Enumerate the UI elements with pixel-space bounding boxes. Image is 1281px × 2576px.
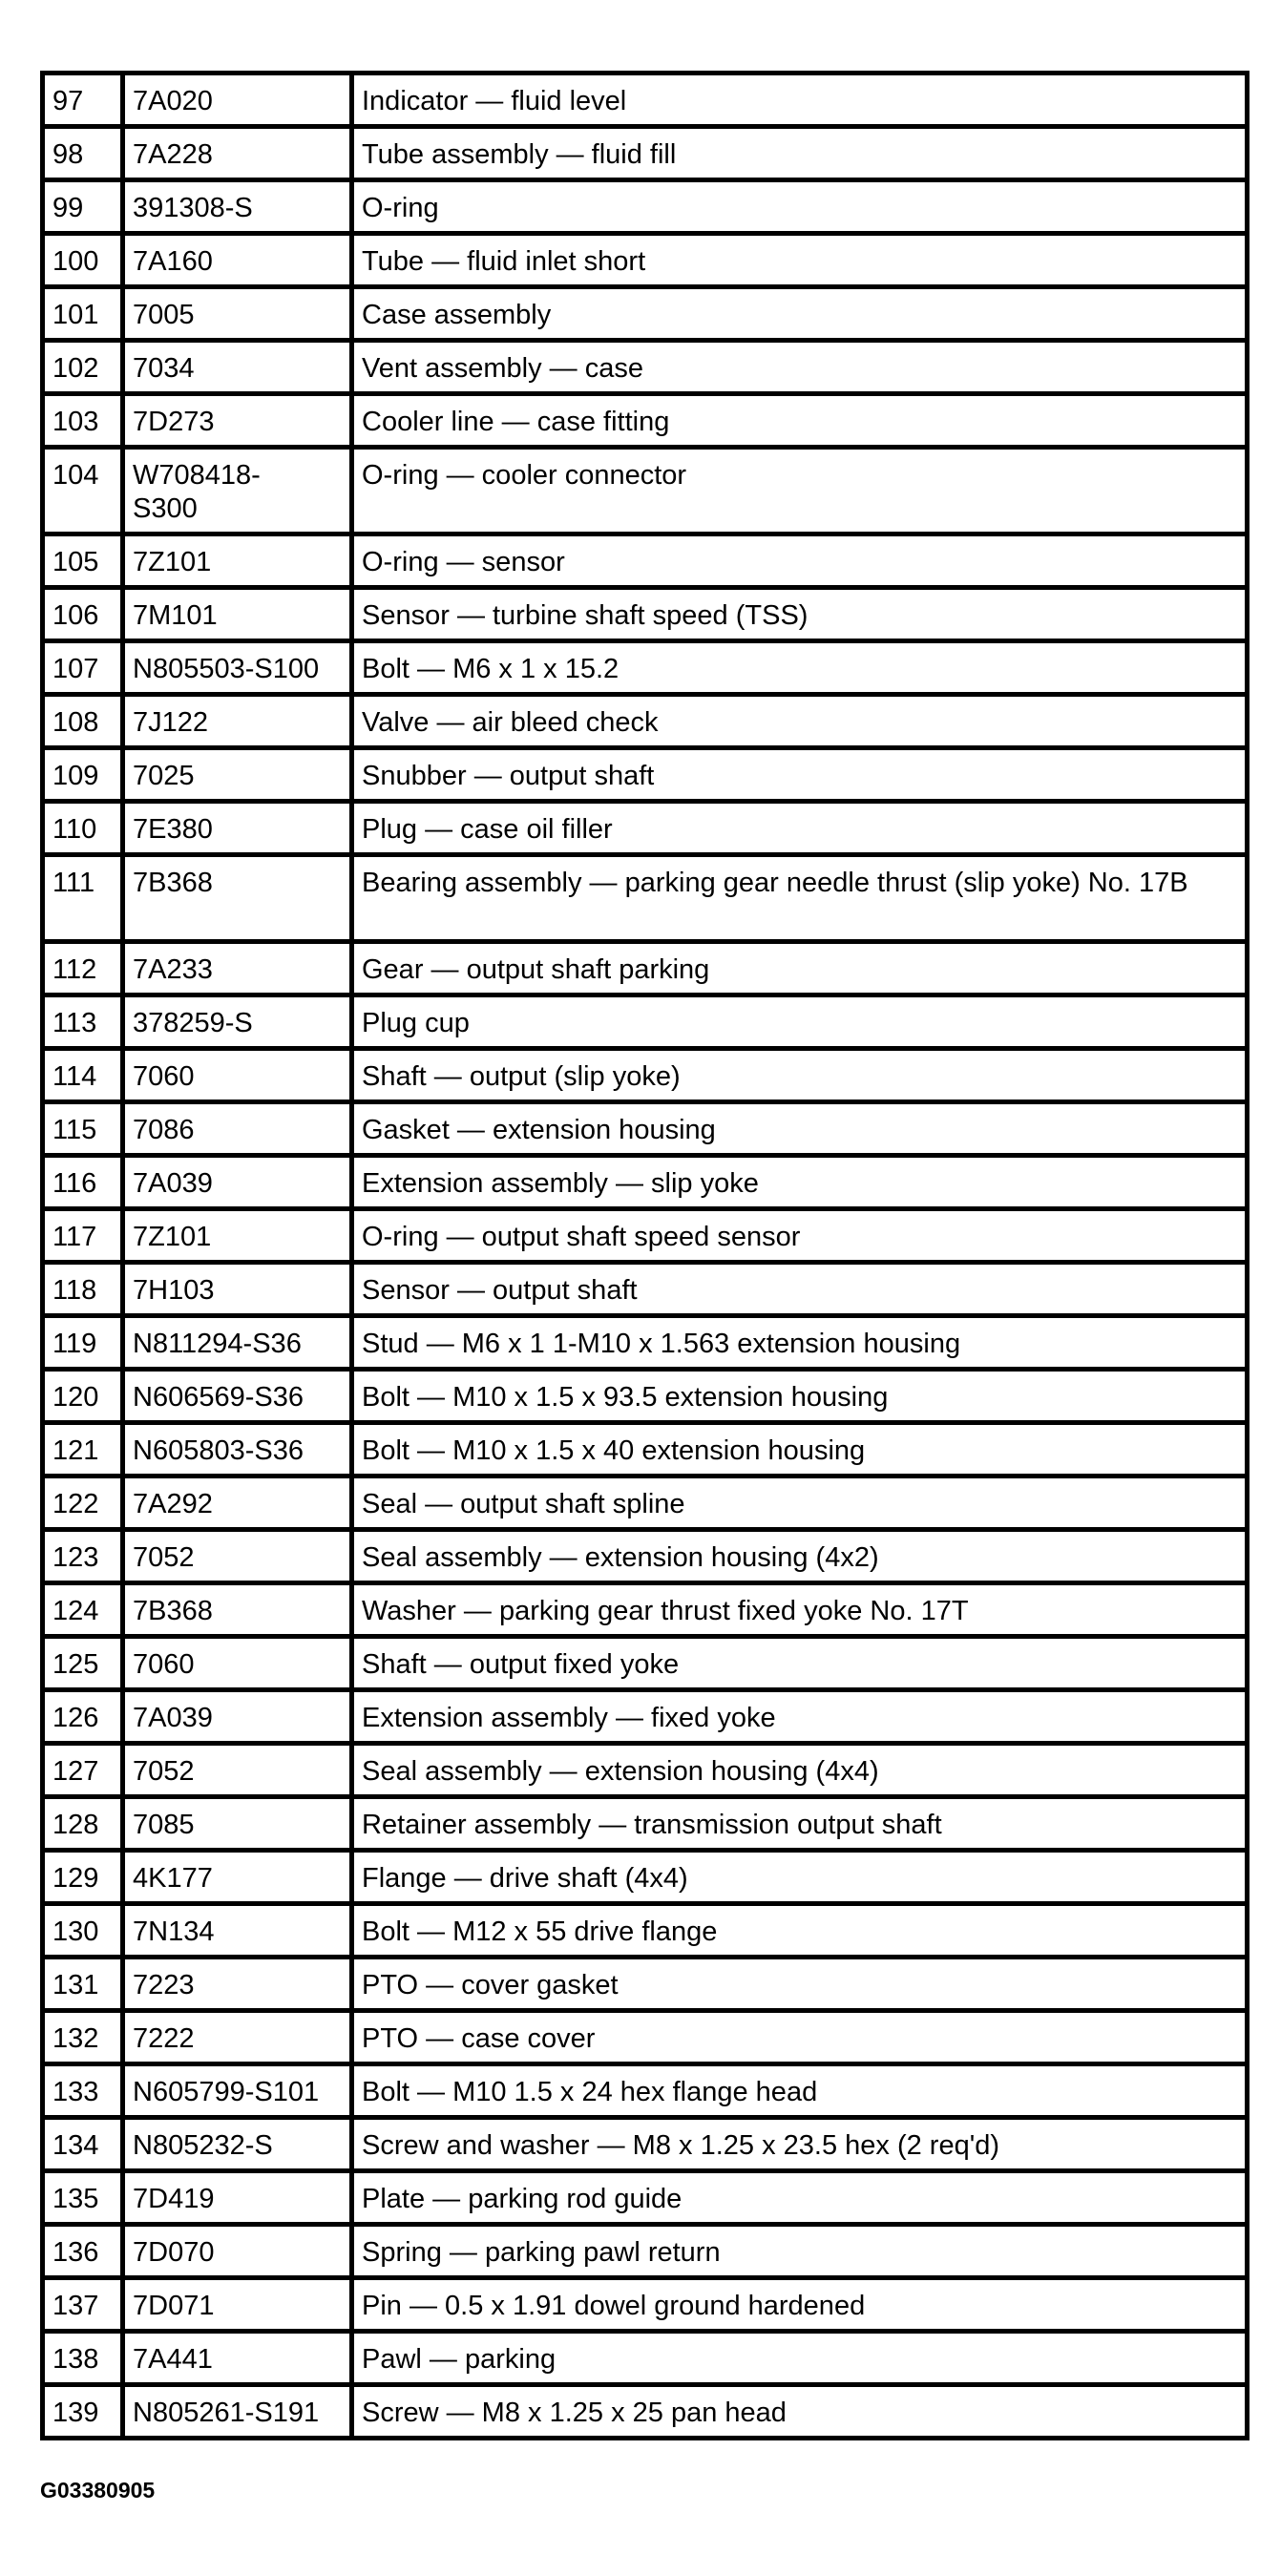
- table-row: [43, 1637, 1248, 1690]
- part-number-cell: 7A441: [123, 2332, 352, 2385]
- part-number-cell: 7A020: [123, 73, 352, 127]
- item-number-cell: 102: [43, 341, 123, 394]
- item-number-cell: 124: [43, 1583, 123, 1637]
- description-cell: Washer — parking gear thrust fixed yoke No. 17T: [352, 1583, 1248, 1637]
- description-cell: Tube — fluid inlet short: [352, 234, 1248, 287]
- figure-code: G03380905: [40, 2478, 156, 2503]
- description-cell: Seal — output shaft spline: [352, 1476, 1248, 1530]
- item-number-cell: 111: [43, 855, 123, 942]
- description-cell: Snubber — output shaft: [352, 748, 1248, 802]
- part-number-cell: 7B368: [123, 1583, 352, 1637]
- part-number-cell: 7A160: [123, 234, 352, 287]
- description-cell: Bolt — M6 x 1 x 15.2: [352, 641, 1248, 695]
- item-number-cell: 108: [43, 695, 123, 748]
- description-cell: Seal assembly — extension housing (4x2): [352, 1530, 1248, 1583]
- table-row: [43, 2171, 1248, 2225]
- table-row: [43, 2064, 1248, 2118]
- table-row: [43, 1316, 1248, 1370]
- table-row: [43, 855, 1248, 942]
- item-number-cell: 109: [43, 748, 123, 802]
- table-row: [43, 802, 1248, 855]
- table-row: [43, 1209, 1248, 1263]
- item-number-cell: 138: [43, 2332, 123, 2385]
- description-cell: Plate — parking rod guide: [352, 2171, 1248, 2225]
- description-cell: PTO — case cover: [352, 2011, 1248, 2064]
- part-number-cell: 7060: [123, 1049, 352, 1102]
- item-number-cell: 127: [43, 1744, 123, 1797]
- part-number-cell: 7D070: [123, 2225, 352, 2278]
- description-cell: Bearing assembly — parking gear needle thrust (slip yoke) No. 17B: [352, 855, 1248, 942]
- item-number-cell: 116: [43, 1156, 123, 1209]
- item-number-cell: 113: [43, 995, 123, 1049]
- part-number-cell: 378259-S: [123, 995, 352, 1049]
- part-number-cell: N811294-S36: [123, 1316, 352, 1370]
- part-number-cell: N805503-S100: [123, 641, 352, 695]
- description-cell: Extension assembly — fixed yoke: [352, 1690, 1248, 1744]
- parts-table: [40, 71, 1250, 2440]
- part-number-cell: 4K177: [123, 1851, 352, 1904]
- item-number-cell: 122: [43, 1476, 123, 1530]
- item-number-cell: 133: [43, 2064, 123, 2118]
- table-row: [43, 1370, 1248, 1423]
- table-row: [43, 1744, 1248, 1797]
- table-row: [43, 748, 1248, 802]
- description-cell: Shaft — output fixed yoke: [352, 1637, 1248, 1690]
- table-row: [43, 1049, 1248, 1102]
- table-row: [43, 2011, 1248, 2064]
- description-cell: O-ring — output shaft speed sensor: [352, 1209, 1248, 1263]
- table-row: [43, 995, 1248, 1049]
- part-number-cell: 7A228: [123, 127, 352, 180]
- table-row: [43, 2278, 1248, 2332]
- part-number-cell: 7E380: [123, 802, 352, 855]
- table-row: [43, 1904, 1248, 1958]
- description-cell: Cooler line — case fitting: [352, 394, 1248, 448]
- item-number-cell: 106: [43, 588, 123, 641]
- item-number-cell: 121: [43, 1423, 123, 1476]
- part-number-cell: 7A039: [123, 1690, 352, 1744]
- part-number-cell: 7A039: [123, 1156, 352, 1209]
- part-number-cell: N605799-S101: [123, 2064, 352, 2118]
- table-row: [43, 695, 1248, 748]
- description-cell: Shaft — output (slip yoke): [352, 1049, 1248, 1102]
- item-number-cell: 135: [43, 2171, 123, 2225]
- part-number-cell: 7086: [123, 1102, 352, 1156]
- description-cell: Vent assembly — case: [352, 341, 1248, 394]
- table-row: [43, 1797, 1248, 1851]
- part-number-cell: 7025: [123, 748, 352, 802]
- description-cell: Screw — M8 x 1.25 x 25 pan head: [352, 2385, 1248, 2439]
- table-row: [43, 942, 1248, 995]
- part-number-cell: 7052: [123, 1530, 352, 1583]
- part-number-cell: 7223: [123, 1958, 352, 2011]
- description-cell: Sensor — output shaft: [352, 1263, 1248, 1316]
- part-number-cell: 7005: [123, 287, 352, 341]
- item-number-cell: 114: [43, 1049, 123, 1102]
- item-number-cell: 123: [43, 1530, 123, 1583]
- table-row: [43, 448, 1248, 534]
- description-cell: Pin — 0.5 x 1.91 dowel ground hardened: [352, 2278, 1248, 2332]
- description-cell: Sensor — turbine shaft speed (TSS): [352, 588, 1248, 641]
- item-number-cell: 128: [43, 1797, 123, 1851]
- description-cell: Plug cup: [352, 995, 1248, 1049]
- table-row: [43, 1476, 1248, 1530]
- table-row: [43, 1690, 1248, 1744]
- table-row: [43, 534, 1248, 588]
- item-number-cell: 98: [43, 127, 123, 180]
- part-number-cell: 7B368: [123, 855, 352, 942]
- description-cell: Bolt — M10 1.5 x 24 hex flange head: [352, 2064, 1248, 2118]
- description-cell: O-ring — cooler connector: [352, 448, 1248, 534]
- part-number-cell: 7Z101: [123, 1209, 352, 1263]
- item-number-cell: 119: [43, 1316, 123, 1370]
- item-number-cell: 126: [43, 1690, 123, 1744]
- table-row: [43, 2385, 1248, 2439]
- description-cell: Extension assembly — slip yoke: [352, 1156, 1248, 1209]
- part-number-cell: W708418- S300: [123, 448, 352, 534]
- table-row: [43, 1102, 1248, 1156]
- table-row: [43, 1423, 1248, 1476]
- description-cell: Tube assembly — fluid fill: [352, 127, 1248, 180]
- item-number-cell: 129: [43, 1851, 123, 1904]
- description-cell: Screw and washer — M8 x 1.25 x 23.5 hex (2 req'd): [352, 2118, 1248, 2171]
- item-number-cell: 132: [43, 2011, 123, 2064]
- part-number-cell: 7H103: [123, 1263, 352, 1316]
- part-number-cell: 7222: [123, 2011, 352, 2064]
- description-cell: Indicator — fluid level: [352, 73, 1248, 127]
- part-number-cell: 7N134: [123, 1904, 352, 1958]
- item-number-cell: 130: [43, 1904, 123, 1958]
- description-cell: Retainer assembly — transmission output shaft: [352, 1797, 1248, 1851]
- part-number-cell: N605803-S36: [123, 1423, 352, 1476]
- item-number-cell: 125: [43, 1637, 123, 1690]
- table-row: [43, 180, 1248, 234]
- item-number-cell: 101: [43, 287, 123, 341]
- item-number-cell: 99: [43, 180, 123, 234]
- description-cell: Valve — air bleed check: [352, 695, 1248, 748]
- table-row: [43, 641, 1248, 695]
- description-cell: Gear — output shaft parking: [352, 942, 1248, 995]
- part-number-cell: 391308-S: [123, 180, 352, 234]
- part-number-cell: N606569-S36: [123, 1370, 352, 1423]
- item-number-cell: 137: [43, 2278, 123, 2332]
- table-row: [43, 1851, 1248, 1904]
- item-number-cell: 103: [43, 394, 123, 448]
- table-row: [43, 234, 1248, 287]
- part-number-cell: 7A233: [123, 942, 352, 995]
- item-number-cell: 105: [43, 534, 123, 588]
- table-row: [43, 1583, 1248, 1637]
- item-number-cell: 117: [43, 1209, 123, 1263]
- table-row: [43, 127, 1248, 180]
- description-cell: Flange — drive shaft (4x4): [352, 1851, 1248, 1904]
- table-row: [43, 341, 1248, 394]
- part-number-cell: 7052: [123, 1744, 352, 1797]
- table-row: [43, 588, 1248, 641]
- table-row: [43, 1263, 1248, 1316]
- table-row: [43, 1530, 1248, 1583]
- item-number-cell: 110: [43, 802, 123, 855]
- item-number-cell: 97: [43, 73, 123, 127]
- item-number-cell: 134: [43, 2118, 123, 2171]
- part-number-cell: 7D419: [123, 2171, 352, 2225]
- table-row: [43, 1958, 1248, 2011]
- description-cell: Bolt — M12 x 55 drive flange: [352, 1904, 1248, 1958]
- description-cell: Gasket — extension housing: [352, 1102, 1248, 1156]
- table-row: [43, 73, 1248, 127]
- part-number-cell: 7A292: [123, 1476, 352, 1530]
- part-number-cell: 7034: [123, 341, 352, 394]
- description-cell: Stud — M6 x 1 1-M10 x 1.563 extension housing: [352, 1316, 1248, 1370]
- table-row: [43, 287, 1248, 341]
- parts-table-body: [43, 73, 1248, 2439]
- table-row: [43, 1156, 1248, 1209]
- part-number-cell: 7060: [123, 1637, 352, 1690]
- table-row: [43, 2332, 1248, 2385]
- item-number-cell: 136: [43, 2225, 123, 2278]
- part-number-cell: 7J122: [123, 695, 352, 748]
- table-row: [43, 2118, 1248, 2171]
- description-cell: Case assembly: [352, 287, 1248, 341]
- part-number-cell: 7Z101: [123, 534, 352, 588]
- item-number-cell: 139: [43, 2385, 123, 2439]
- description-cell: Seal assembly — extension housing (4x4): [352, 1744, 1248, 1797]
- description-cell: Bolt — M10 x 1.5 x 40 extension housing: [352, 1423, 1248, 1476]
- description-cell: PTO — cover gasket: [352, 1958, 1248, 2011]
- part-number-cell: 7D071: [123, 2278, 352, 2332]
- item-number-cell: 112: [43, 942, 123, 995]
- item-number-cell: 120: [43, 1370, 123, 1423]
- item-number-cell: 107: [43, 641, 123, 695]
- description-cell: Plug — case oil filler: [352, 802, 1248, 855]
- item-number-cell: 118: [43, 1263, 123, 1316]
- table-row: [43, 394, 1248, 448]
- description-cell: Spring — parking pawl return: [352, 2225, 1248, 2278]
- description-cell: Pawl — parking: [352, 2332, 1248, 2385]
- description-cell: Bolt — M10 x 1.5 x 93.5 extension housing: [352, 1370, 1248, 1423]
- part-number-cell: 7M101: [123, 588, 352, 641]
- item-number-cell: 104: [43, 448, 123, 534]
- part-number-cell: N805261-S191: [123, 2385, 352, 2439]
- part-number-cell: 7D273: [123, 394, 352, 448]
- item-number-cell: 100: [43, 234, 123, 287]
- part-number-cell: 7085: [123, 1797, 352, 1851]
- part-number-cell: N805232-S: [123, 2118, 352, 2171]
- description-cell: O-ring — sensor: [352, 534, 1248, 588]
- item-number-cell: 131: [43, 1958, 123, 2011]
- description-cell: O-ring: [352, 180, 1248, 234]
- table-row: [43, 2225, 1248, 2278]
- item-number-cell: 115: [43, 1102, 123, 1156]
